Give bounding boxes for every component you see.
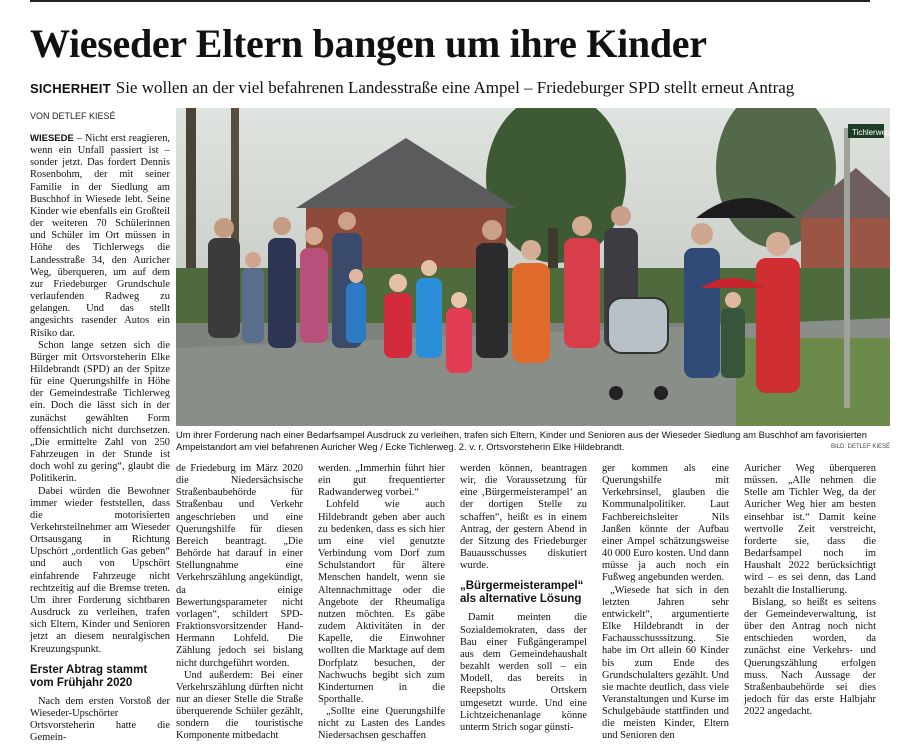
article-column-1 xyxy=(30,133,170,744)
group-photo-illustration xyxy=(176,108,890,426)
dateline: WIESEDE xyxy=(30,133,74,144)
paragraph: Und außerdem: Bei einer Verkehrszählung dürften nicht nur an dieser Stelle die Straße überquerende Schüler gezählt, sondern die touristische Komponente mitbedacht xyxy=(176,669,303,742)
paragraph: Nach dem ersten Vorstoß der Wieseder-Upschörter Ortsvorsteherin hatte die Gemein- xyxy=(30,695,170,744)
headline: Wieseder Eltern bangen um ihre Kinder xyxy=(30,21,707,66)
paragraph: „Wiesede hat sich in den letzten Jahren sehr entwickelt“, argumentierte Elke Hildebrandt in der Fachausschusssitzung. Sie habe im Ort allein 60 Kinder bis zum Ende des Grundschulalters gezählt. Und sie machte deutlich, dass viele Veranstaltungen und Kurse im Schulgebäude stattfinden und die meisten Kinder, Eltern und Senioren den xyxy=(602,584,729,742)
paragraph-text: – Nicht erst reagieren, wenn ein Unfall passiert ist – sonder jetzt. Das fordert Dennis Rosenbohm, der mit seiner Familie in der Siedlung am Buschhof in Wiesede lebt. Seine Kinder wie ebenfalls ein Großteil der weiteren 70 Schülerinnen und Schüler im Ort müssen in Höhe des Tichlerwegs die Landesstraße 34, den Auricher Weg, überqueren, um auf dem zur Friedeburger Grundschule verlaufenden Radweg zu gelangen. Und das stellt angesichts rasender Autos ein Risiko dar. xyxy=(30,133,170,339)
article-column-3 xyxy=(318,463,445,743)
article-photo xyxy=(176,108,890,426)
byline: VON DETLEF KIESÉ xyxy=(30,111,116,121)
section-subhead: Erster Abtrag stammt vom Frühjahr 2020 xyxy=(30,663,148,689)
article-column-2 xyxy=(176,463,303,743)
article-column-6 xyxy=(744,463,876,718)
paragraph: Schon lange setzen sich die Bürger mit Ortsvorsteherin Elke Hildebrandt (SPD) an der Spitze für eine Querungshilfe in Höhe der Gemeindestraße Tichlerweg ein. Doch die lässt sich in der zunächst gewählten Form offensichtlich nicht durchsetzen. „Die ermittelte Zahl von 250 Fahrzeugen in der Stunde ist doch wohl zu gering“, glaubt die Politikerin. xyxy=(30,339,170,485)
paragraph: ger kommen als eine Querungshilfe mit Verkehrsinsel, glauben die Kommunalpolitiker. Laut Fachbereichsleiter Nils Janßen könnte der Aufbau einer Ampel schätzungsweise 40 000 Euro kosten. Und dann müsse ja auch noch ein Fußweg angebunden werden. xyxy=(602,463,729,584)
paragraph xyxy=(30,133,170,340)
paragraph: Dabei würden die Bewohner immer wieder feststellen, dass die motorisierten Verkehrsteilnehmer am Wieseder Ortsausgang in Richtung Upschört „ordentlich Gas geben“ und auch von Upschört einfahrende Fahrzeuge nicht rechtzeitig auf die Bremse treten. Um ihrer Forderung sichtbaren Ausdruck zu verleihen, trafen sich Eltern, Kinder und Senioren jetzt an diesem neuralgischen Kreuzungspunkt. xyxy=(30,485,170,655)
photo-caption: Um ihrer Forderung nach einer Bedarfsampel Ausdruck zu verleihen, trafen sich Eltern, Kinder und Senioren aus der Wieseder Siedlung am Buschhof am favorisierten Ampelstandort am viel befahrenen Auricher Weg / Ecke Tichlerweg. 2. v. r. Ortsvorsteherin Elke Hildebrandt. xyxy=(176,429,867,452)
article-column-5 xyxy=(602,463,729,743)
paragraph: werden. „Immerhin führt hier ein gut frequentierter Radwanderweg vorbei.“ xyxy=(318,463,445,499)
subheadline-text: Sie wollen an der viel befahrenen Landesstraße eine Ampel – Friedeburger SPD stellt erneut Antrag xyxy=(115,78,795,97)
paragraph: Bislang, so heißt es seitens der Gemeindeverwaltung, ist über den Antrag noch nicht entschieden worden, da zunächst eine Verkehrs- und Querungszählung erfolgen muss. Nach Aussage der Straßenbaubehörde sei dies jedoch für das erste Halbjahr 2022 angedacht. xyxy=(744,596,876,718)
subheadline xyxy=(30,78,794,98)
photo-credit: BILD: DETLEF KIESÉ xyxy=(830,444,890,450)
paragraph: Auricher Weg überqueren müssen. „Alle nehmen die Stelle am Tichler Weg, da der Auricher Weg hier am besten einsehbar ist.“ Damit keine wertvolle Zeit verstreicht, forderte sie, dass die Bedarfsampel noch im Haushalt 2022 berücksichtigt wird – es sei denn, das Land bezahlt die Installierung. xyxy=(744,463,876,596)
paragraph: werden können, beantragen wir, die Voraussetzung für eine ‚Bürgermeisterampel‘ an der dortigen Stelle zu schaffen“, heißt es in einem Antrag, der gestern Abend in der Sitzung des Friedeburger Bauausschusses diskutiert wurde. xyxy=(460,463,587,572)
paragraph: Damit meinten die Sozialdemokraten, dass der Bau einer Fußgängerampel aus dem Gemeindehaushalt bezahlt werden soll – ein Modell, das bereits in Reepsholts Ortskern umgesetzt wurde. Und eine Lichtzeichenanlage könne unterm Strich sogar günsti- xyxy=(460,612,587,733)
section-subhead: „Bürgermeisterampel“ als alternative Lösung xyxy=(460,580,584,606)
top-rule xyxy=(30,0,870,2)
paragraph: „Sollte eine Querungshilfe nicht zu Lasten des Landes Niedersachsen geschaffen xyxy=(318,706,445,742)
paragraph: Lohfeld wie auch Hildebrandt geben aber auch zu bedenken, dass es sich hier um eine viel genutzte Verbindung vom Dorf zum Schulstandort für ältere Menschen handelt, wenn sie Altennachmittage oder die Angebote der Rheumaliga nutzen möchten. Es gäbe zudem Aktivitäten in der Kapelle, die Einwohner wollten die Marktage auf dem Dorfplatz besuchen, der Nachwuchs begibt sich zum Kinderturnen in die Sporthalle. xyxy=(318,499,445,705)
kicker: SICHERHEIT xyxy=(30,81,111,96)
article-column-4 xyxy=(460,463,587,734)
street-sign-text: Tichlerweg xyxy=(852,128,890,137)
paragraph: de Friedeburg im März 2020 die Niedersächsische Straßenbaubehörde für Straßenbau und Verkehr angeschrieben und eine Querungshilfe für diesen Bereich beantragt. „Die Behörde hat darauf in einer Stellungnahme eine Verkehrszählung angekündigt, da einige Bewertungsparameter nicht vorlagen“, schildert SPD-Fraktionsvorsitzender Hand-Hermann Lohfeld. Die Zählung jedoch sei bislang nicht durchgeführt worden. xyxy=(176,463,303,669)
